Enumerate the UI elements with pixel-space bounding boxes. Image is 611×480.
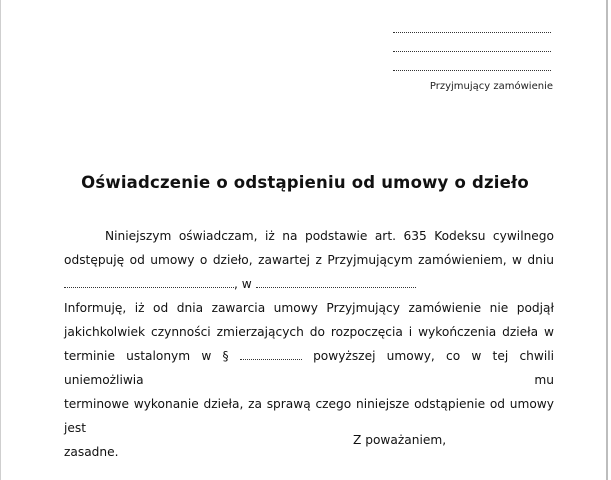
body-line-1: Niniejszym oświadczam, iż na podstawie art. 635 Kodeksu cywilnego — [105, 229, 554, 243]
body-line-8: zasadne. — [64, 445, 119, 459]
body-line-3-text: , w — [234, 277, 252, 291]
body-line-6-text-a: terminie ustalonym w § — [64, 349, 229, 363]
place-fill-dots — [256, 276, 416, 288]
paragraph-fill-dots — [240, 348, 302, 360]
signature-dotted-line-2 — [393, 51, 551, 52]
document-body — [64, 224, 554, 464]
body-line-6 — [64, 344, 554, 392]
closing-greeting: Z poważaniem, — [353, 433, 447, 447]
signature-caption: Przyjmujący zamówienie — [429, 81, 553, 92]
body-line-3 — [64, 272, 554, 296]
body-line-2-text: odstępuję od umowy o dzieło, zawartej z Przyjmującym zamówieniem, w dniu — [64, 253, 554, 267]
signature-dotted-line-3 — [393, 70, 551, 71]
signature-dotted-line-1 — [393, 32, 551, 33]
document-title: Oświadczenie o odstąpieniu od umowy o dzieło — [81, 173, 529, 192]
body-line-5: jakichkolwiek czynności zmierzających do rozpoczęcia i wykończenia dzieła w — [64, 325, 554, 339]
body-line-6-text-b: powyższej umowy, co w tej chwili uniemożliwia mu — [64, 349, 554, 387]
body-line-2 — [64, 248, 554, 272]
date-fill-dots — [64, 276, 234, 288]
body-line-4: Informuję, iż od dnia zawarcia umowy Przyjmujący zamówienie nie podjął — [64, 301, 554, 315]
body-line-7: terminowe wykonanie dzieła, za sprawą czego niniejsze odstąpienie od umowy jest — [64, 397, 554, 435]
